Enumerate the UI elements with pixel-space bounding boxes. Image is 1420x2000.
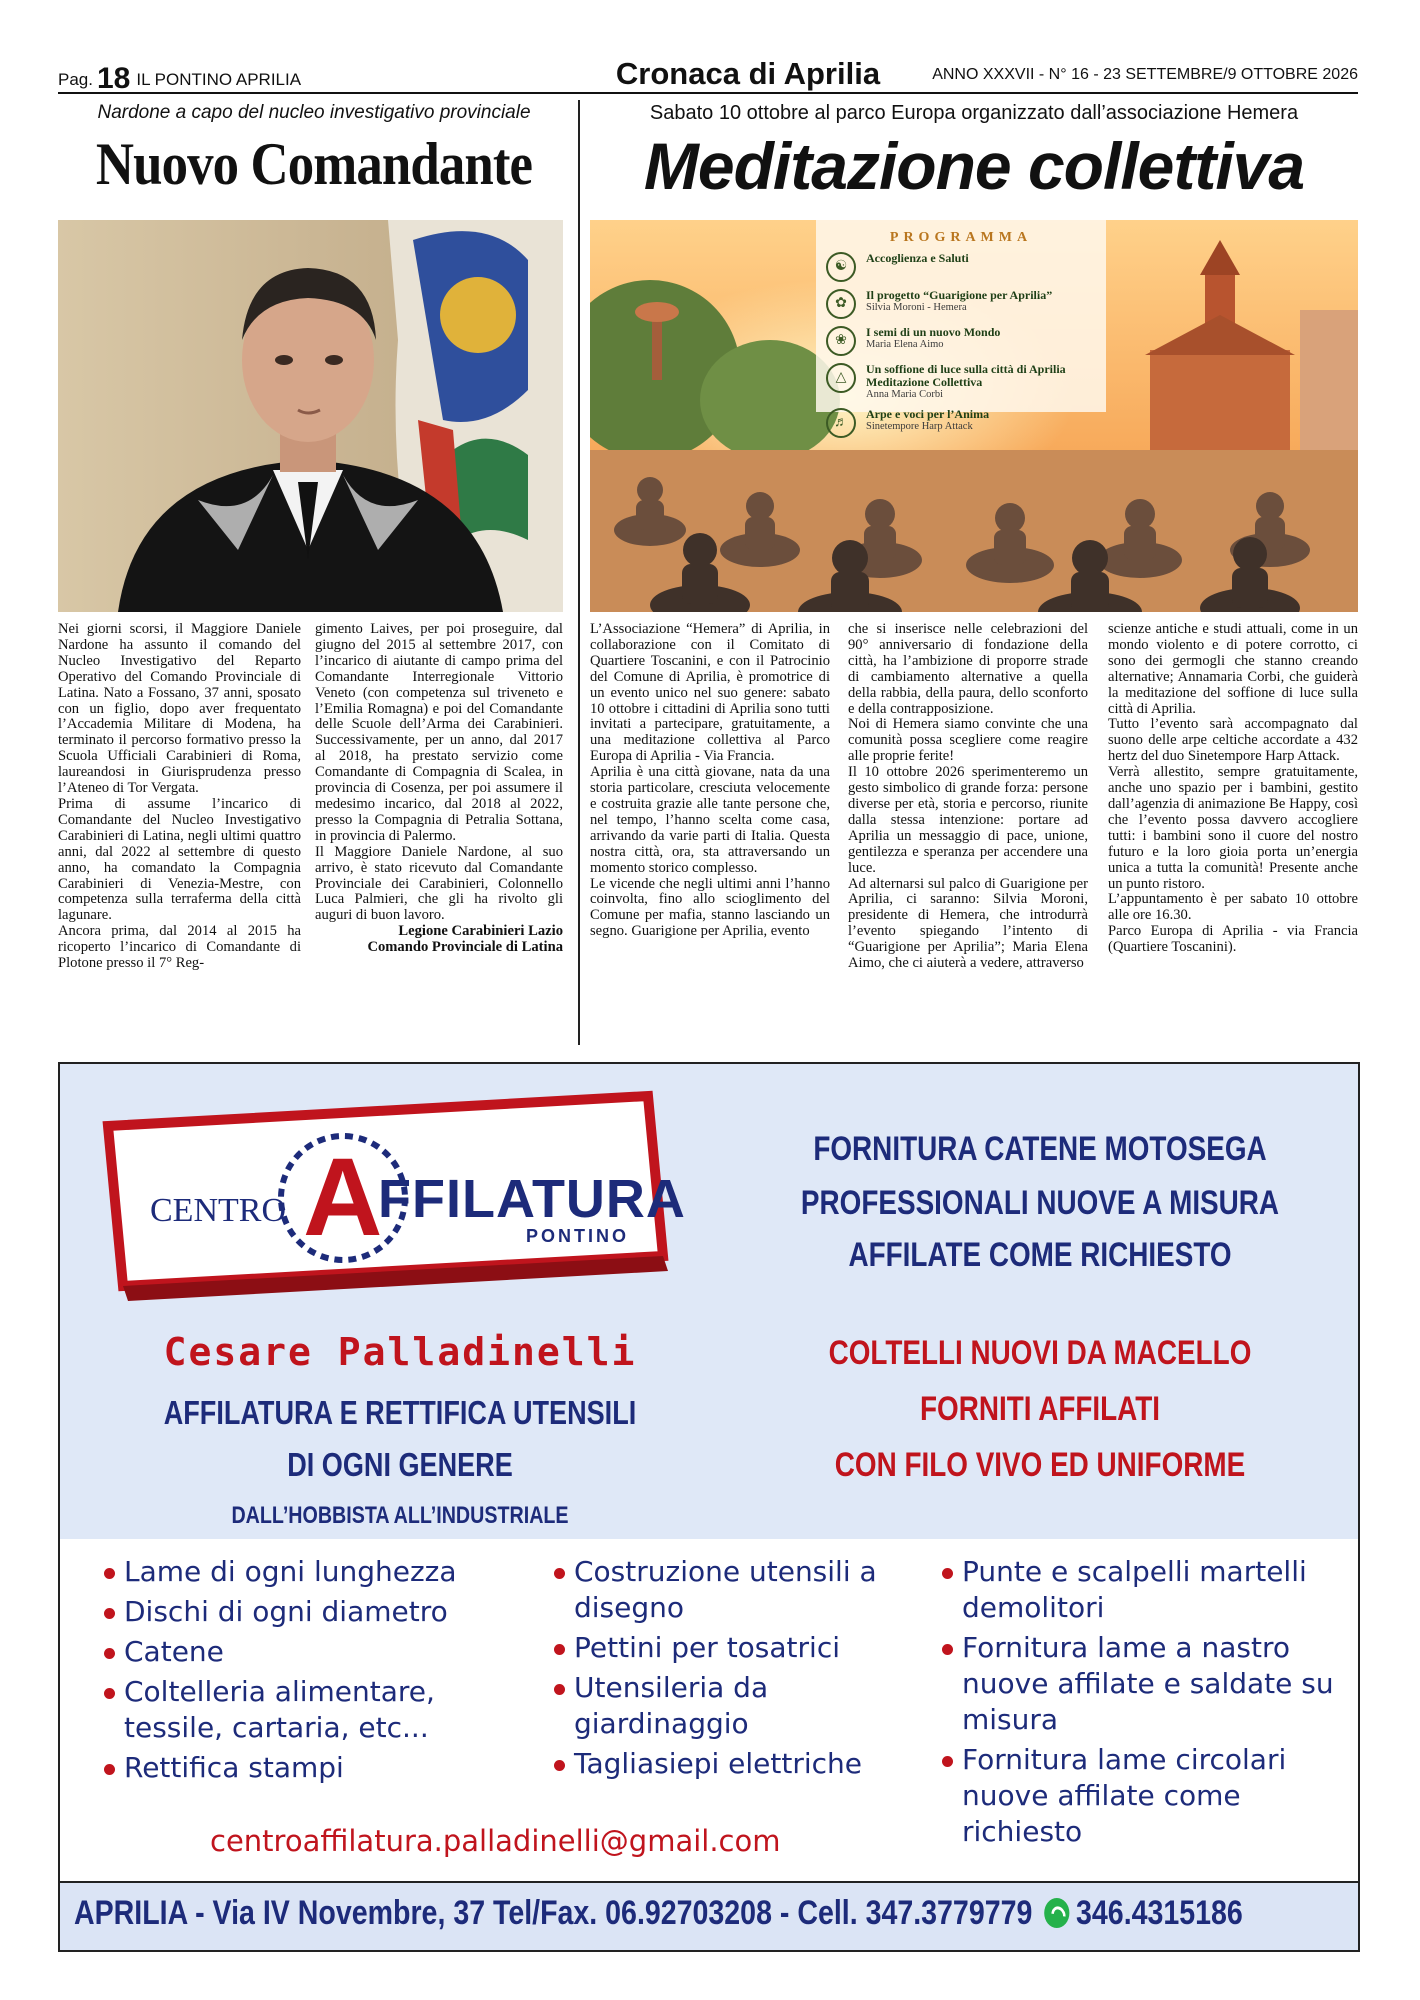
list-item: Lame di ogni lunghezza: [102, 1554, 502, 1590]
program-item-title: Accoglienza e Saluti: [866, 251, 969, 265]
contact-email[interactable]: centroaffilatura.palladinelli@gmail.com: [210, 1824, 781, 1858]
paragraph: Noi di Hemera siamo convinte che una comunità possa scegliere come reagire alle proprie ferite!: [848, 716, 1088, 765]
list-item: Costruzione utensili a disegno: [552, 1554, 942, 1626]
article1-title: Nuovo Comandante: [95, 131, 533, 197]
sprout-icon: ✿: [826, 289, 856, 319]
article1-kicker: Nardone a capo del nucleo investigativo provinciale: [97, 102, 531, 123]
paragraph: Aprilia è una città giovane, nata da una storia particolare, cresciuta velocemente e costruita grazie alle tante persone che, nel tempo, l’hanno scelta come casa, arrivando da varie parti di Italia. Questa nostra città, ora, sta attraversando un momento storico complesso.: [590, 764, 830, 876]
bullet-list-2: [552, 1554, 942, 1786]
list-item: Utensileria da giardinaggio: [552, 1670, 942, 1742]
program-item-speaker: Anna Maria Corbi: [866, 389, 943, 400]
program-item: [826, 408, 1096, 438]
program-item: [826, 326, 1096, 356]
signature-line-2: Comando Provinciale di Latina: [367, 939, 563, 956]
paragraph: Ad alternarsi sul palco di Guarigione per Aprilia, ci saranno: Silvia Moroni, presidente di Hemera, che introdurrà l’evento spiegando l’intento di “Guarigione per Aprilia”; Maria Elena Aimo, che ci aiuterà a vedere, attraverso: [848, 875, 1088, 972]
signature-line-1: Legione Carabinieri Lazio: [398, 923, 563, 940]
article1-column-2: [315, 622, 563, 956]
article2-column-3: [1108, 622, 1358, 956]
article2-title: Meditazione collettiva: [643, 129, 1305, 203]
meditation-poster: [590, 220, 1358, 612]
program-item-title: Un soffione di luce sulla città di Aprilia Meditazione Collettiva: [866, 362, 1066, 389]
list-item: Catene: [102, 1634, 502, 1670]
offer-line-4: COLTELLI NUOVI DA MACELLO: [828, 1334, 1252, 1372]
program-item-speaker: Silvia Moroni - Hemera: [866, 302, 967, 313]
newspaper-name: IL PONTINO APRILIA: [136, 70, 302, 89]
list-item: Tagliasiepi elettriche: [552, 1746, 942, 1782]
paragraph: Tutto l’evento sarà accompagnato dal suono delle arpe celtiche accordate a 432 hertz del duo Sinetempore Harp Attack.: [1108, 716, 1358, 765]
address-phone: APRILIA - Via IV Novembre, 37 Tel/Fax. 06.92703208 - Cell. 347.3779779: [74, 1894, 1033, 1932]
bullet-list-1: [102, 1554, 502, 1790]
page-number: 18: [96, 62, 131, 95]
program-item: [826, 289, 1096, 319]
list-item: Rettifica stampi: [102, 1750, 502, 1786]
list-item: Punte e scalpelli martelli demolitori: [940, 1554, 1340, 1626]
handshake-icon: ☯: [826, 252, 856, 282]
lotus-icon: ❀: [826, 326, 856, 356]
paragraph: L’appuntamento è per sabato 10 ottobre alle ore 16.30.: [1108, 891, 1358, 924]
logo-main: FFILATURA: [378, 1169, 686, 1229]
program-box: [826, 230, 1096, 445]
logo-sub: PONTINO: [526, 1226, 630, 1246]
program-item: [826, 252, 1096, 282]
paragraph: Il 10 ottobre 2026 sperimenteremo un gesto simbolico di grande forza: persone diverse per età, storia e percorso, riunite dalla stessa intenzione: portare ad Aprilia un messaggio di pace, unione, gentilezza e speranza per accendere una luce.: [848, 764, 1088, 876]
paragraph: Verrà allestito, sempre gratuitamente, anche uno spazio per i bambini, gestito dall’agenzia di animazione Be Happy, così che l’evento possa davvero accogliere tutti: i bambini sono il cuore del nostro futuro e la loro gioia porta un’energia unica a tutta la comunità! Presente anche un punto ristoro.: [1108, 764, 1358, 892]
program-item-title: I semi di un nuovo Mondo: [866, 325, 1001, 339]
page-header: [58, 56, 1358, 94]
article1-column-1: [58, 622, 301, 972]
paragraph: Nei giorni scorsi, il Maggiore Daniele Nardone ha assunto il comando del Nucleo Investigativo del Reparto Operativo del Comando Provinciale di Latina. Nato a Fossano, 37 anni, sposato con un figlio, dopo aver frequentato l’Accademia Militare di Modena, ha terminato il percorso formativo presso la Scuola Ufficiali Carabinieri di Roma, laureandosi in Giurisprudenza presso l’Ateneo di Tor Vergata.: [58, 621, 301, 797]
program-item-title: Il progetto “Guarigione per Aprilia”: [866, 288, 1053, 302]
paragraph: Prima di assume l’incarico di Comandante del Nucleo Investigativo Carabinieri di Latina, negli ultimi quattro anni, dal 2022 al settembre di questo anno, ha comandato la Compagnia Carabinieri di Venezia-Mestre, con competenza sulla terraferma della città lagunare.: [58, 795, 301, 924]
service-line-2: DI OGNI GENERE: [287, 1446, 513, 1483]
paragraph: Il Maggiore Daniele Nardone, al suo arrivo, è stato ricevuto dal Comandante Provinciale dei Carabinieri, Colonnello Luca Palmieri, che gli ha rivolto gli auguri di buon lavoro.: [315, 843, 563, 924]
service-line-1: AFFILATURA E RETTIFICA UTENSILI: [163, 1394, 637, 1431]
portrait-illustration: [58, 220, 563, 612]
article2-column-2: [848, 622, 1088, 972]
portrait-photo: [58, 220, 563, 612]
list-item: Fornitura lame a nastro nuove affilate e saldate su misura: [940, 1630, 1340, 1738]
list-item: Pettini per tosatrici: [552, 1630, 942, 1666]
address-phone-line: [74, 1894, 1243, 1933]
company-logo: [88, 1086, 686, 1311]
service-line-3: DALL’HOBBISTA ALL’INDUSTRIALE: [231, 1502, 569, 1529]
whatsapp-icon: [1044, 1898, 1069, 1928]
page-label: [58, 62, 301, 96]
paragraph: che si inserisce nelle celebrazioni del 90° anniversario di fondazione della città, ha l’ambizione di proporre strade di cambiamento alternative a quella della rabbia, della paura, dello sconforto e della contrapposizione.: [848, 621, 1088, 717]
advertisement: [58, 1062, 1360, 1952]
paragraph: Le vicende che negli ultimi anni l’hanno coinvolta, fino allo scioglimento del Comune per mafia, stanno lasciando un segno. Guarigione per Aprilia, evento: [590, 875, 830, 940]
section-title: Cronaca di Aprilia: [615, 56, 881, 91]
logo-letter-a: A: [303, 1136, 383, 1259]
paragraph: scienze antiche e studi attuali, come in un mondo violento e di potere corrotto, ci sono dei germogli che stanno creando alternative; Annamaria Corbi, che guiderà la meditazione del soffione di luce sulla città di Aprilia.: [1108, 621, 1358, 717]
bullet-list-3: [940, 1554, 1340, 1854]
harp-icon: ♬: [826, 408, 856, 438]
program-item-speaker: Maria Elena Aimo: [866, 339, 944, 350]
program-title: PROGRAMMA: [889, 230, 1033, 245]
article2-kicker: Sabato 10 ottobre al parco Europa organizzato dall’associazione Hemera: [649, 102, 1299, 124]
meditation-icon: △: [826, 363, 856, 393]
list-item: Dischi di ogni diametro: [102, 1594, 502, 1630]
offer-line-6: CON FILO VIVO ED UNIFORME: [834, 1446, 1246, 1484]
logo-prefix: CENTRO: [150, 1192, 286, 1229]
issue-info: ANNO XXXVII - N° 16 - 23 SETTEMBRE/9 OTTOBRE 2026: [932, 66, 1358, 83]
program-item-speaker: Sinetempore Harp Attack: [866, 421, 973, 432]
owner-name: Cesare Palladinelli: [163, 1330, 637, 1374]
list-item: Fornitura lame circolari nuove affilate come richiesto: [940, 1742, 1340, 1850]
paragraph: gimento Laives, per poi proseguire, dal giugno del 2015 al settembre 2017, con l’incarico di aiutante di campo prima del Comandante Interregionale Vittorio Veneto (con competenza sul triveneto e l’Emilia Romagna) e poi del Comandante delle Scuole dell’Arma dei Carabinieri. Successivamente, per un anno, dal 2017 al 2018, ha prestato servizio come Comandante di Compagnia di Scalea, in provincia di Cosenza, per poi assumere il medesimo incarico, dal 2018 al 2022, presso la Compagnia di Petralia Sottana, in provincia di Palermo.: [315, 621, 563, 844]
column-divider: [578, 100, 580, 1045]
paragraph: Parco Europa di Aprilia - via Francia (Quartiere Toscanini).: [1108, 923, 1358, 956]
pag-label: Pag.: [58, 70, 93, 89]
whatsapp-number: 346.4315186: [1076, 1894, 1243, 1932]
list-item: Coltelleria alimentare, tessile, cartaria, etc...: [102, 1674, 502, 1746]
offer-line-1: FORNITURA CATENE MOTOSEGA: [813, 1130, 1267, 1168]
paragraph: Ancora prima, dal 2014 al 2015 ha ricoperto l’incarico di Comandante di Plotone presso il 7° Reg-: [58, 923, 301, 972]
paragraph: L’Associazione “Hemera” di Aprilia, in collaborazione con il Comitato di Quartiere Toscanini, e con il Patrocinio del Comune di Aprilia, è promotrice di un evento unico nel suo genere: sabato 10 ottobre i cittadini di Aprilia sono tutti invitati a partecipare, gratuitamente, a una meditazione collettiva al Parco Europa di Aprilia - Via Francia.: [590, 621, 830, 765]
offer-line-3: AFFILATE COME RICHIESTO: [848, 1236, 1232, 1274]
program-item-title: Arpe e voci per l’Anima: [866, 407, 990, 421]
article2-column-1: [590, 622, 830, 940]
program-item: [826, 363, 1096, 401]
offer-line-2: PROFESSIONALI NUOVE A MISURA: [800, 1184, 1280, 1222]
offer-line-5: FORNITI AFFILATI: [919, 1390, 1161, 1428]
